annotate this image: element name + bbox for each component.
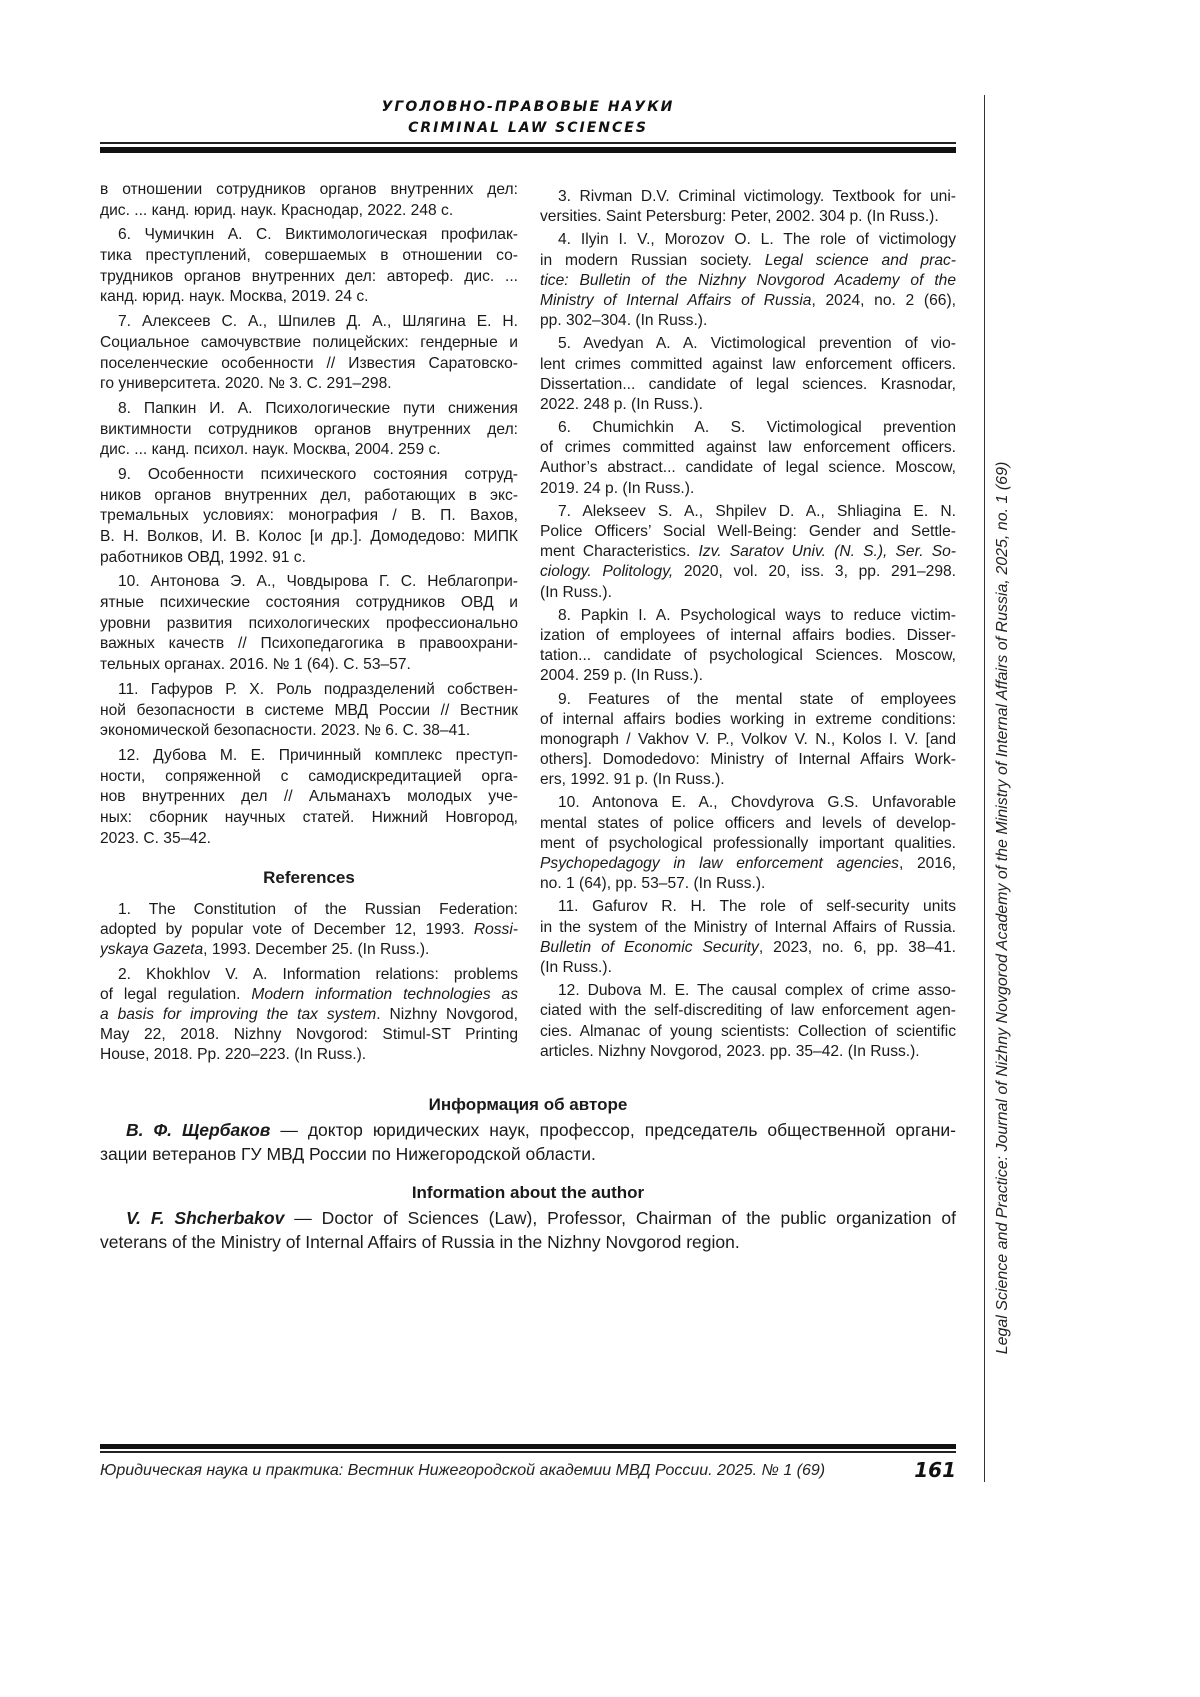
text-line: поселенческие особенности // Известия Саратовско- [100, 354, 518, 375]
text-line: канд. юрид. наук. Москва, 2019. 24 с. [100, 287, 518, 308]
text-line [100, 1118, 956, 1142]
text-line: monograph / Vakhov V. P., Volkov V. N., Kolos I. V. [and [540, 730, 956, 750]
footer-rule-thin [100, 1451, 956, 1453]
section-title-en: CRIMINAL LAW SCIENCES [100, 118, 956, 139]
text-line: 2023. С. 35–42. [100, 829, 518, 850]
italic-title: Izv. Saratov Univ. (N. S.), Ser. So- [698, 543, 956, 560]
running-header [100, 97, 956, 139]
text-line [100, 940, 518, 960]
text-line: тельных органах. 2016. № 1 (64). С. 53–57. [100, 655, 518, 676]
text-segment: of legal regulation. [100, 986, 251, 1003]
text-line: тика преступлений, совершаемых в отношении со- [100, 246, 518, 267]
italic-title: a basis for improving the tax system [100, 1006, 376, 1023]
text-line: ности, сопряженной с самодискредитацией орга- [100, 767, 518, 788]
text-line: в отношении сотрудников органов внутренних дел: [100, 180, 518, 201]
text-line: тремальных условиях: монография / В. П. Вахов, [100, 506, 518, 527]
text-line: экономической безопасности. 2023. № 6. С. 38–41. [100, 721, 518, 742]
footer-journal-title: Юридическая наука и практика: Вестник Нижегородской академии МВД России. 2025. № 1 (69) [100, 1462, 825, 1479]
text-line [100, 920, 518, 940]
text-line [100, 1005, 518, 1025]
text-line: no. 1 (64), pp. 53–57. (In Russ.). [540, 874, 956, 894]
text-line: tation... candidate of psychological Sciences. Moscow, [540, 646, 956, 666]
reference-entry [540, 606, 956, 687]
page-number: 161 [914, 1458, 956, 1482]
text-line: дис. ... канд. психол. наук. Москва, 2004. 259 с. [100, 440, 518, 461]
text-line: 8. Papkin I. A. Psychological ways to reduce victim- [540, 606, 956, 626]
text-segment: . Nizhny Novgorod, [376, 1006, 518, 1023]
text-line: ization of employees of internal affairs bodies. Disser- [540, 626, 956, 646]
header-rule-thick [100, 147, 956, 153]
italic-title: Modern information technologies as [251, 986, 518, 1003]
author-info-heading-ru: Информация об авторе [100, 1092, 956, 1118]
italic-title: Ministry of Internal Affairs of Russia [540, 292, 811, 309]
left-column [100, 180, 518, 1070]
text-line: работников ОВД, 1992. 91 с. [100, 548, 518, 569]
italic-title: Legal science and prac- [765, 252, 956, 269]
header-rule-thin [100, 142, 956, 144]
reference-entry [540, 897, 956, 978]
text-line: ers, 1992. 91 p. (In Russ.). [540, 770, 956, 790]
text-line: 6. Chumichkin A. S. Victimological prevention [540, 418, 956, 438]
text-line: 10. Antonova E. A., Chovdyrova G.S. Unfavorable [540, 793, 956, 813]
text-line: ment of psychological professionally important qualities. [540, 834, 956, 854]
references-list-continued [540, 187, 956, 1062]
text-line [100, 1206, 956, 1230]
reference-entry [100, 680, 518, 742]
text-line: others]. Domodedovo: Ministry of Internal Affairs Work- [540, 750, 956, 770]
italic-title: tice: Bulletin of the Nizhny Novgorod Academy of the [540, 272, 956, 289]
text-line: 10. Антонова Э. А., Човдырова Г. С. Неблагопри- [100, 572, 518, 593]
text-segment: , 2023, no. 6, pp. 38–41. [759, 939, 956, 956]
text-line: дис. ... канд. юрид. наук. Краснодар, 2022. 248 с. [100, 201, 518, 222]
text-line: House, 2018. Pp. 220–223. (In Russ.). [100, 1045, 518, 1065]
reference-entry [540, 690, 956, 791]
text-segment: , 1993. December 25. (In Russ.). [203, 941, 429, 958]
reference-entry [100, 225, 518, 308]
margin-rule [984, 95, 985, 1482]
reference-entry [100, 746, 518, 849]
text-line: 6. Чумичкин А. С. Виктимологическая профилак- [100, 225, 518, 246]
text-segment: 2020, vol. 20, iss. 3, pp. 291–298. [673, 563, 956, 580]
reference-entry [100, 465, 518, 568]
text-line: трудников органов внутренних дел: автореф. дис. ... [100, 267, 518, 288]
text-line: May 22, 2018. Nizhny Novgorod: Stimul-ST Printing [100, 1025, 518, 1045]
references-list [100, 900, 518, 1065]
text-line: уровни развития психологических профессионально [100, 614, 518, 635]
text-line: veterans of the Ministry of Internal Affairs of Russia in the Nizhny Novgorod region. [100, 1230, 956, 1254]
text-line: Author’s abstract... candidate of legal science. Moscow, [540, 458, 956, 478]
reference-entry [540, 793, 956, 894]
text-line: ников органов внутренних дел, работающих в экс- [100, 486, 518, 507]
text-line: 11. Gafurov R. H. The role of self-security units [540, 897, 956, 917]
text-line: 12. Dubova M. E. The causal complex of crime asso- [540, 981, 956, 1001]
text-line [540, 562, 956, 582]
text-segment: , 2024, no. 2 (66), [811, 292, 956, 309]
text-line: нов внутренних дел // Альманахъ молодых уче- [100, 787, 518, 808]
right-column [540, 187, 956, 1065]
section-title-ru: УГОЛОВНО-ПРАВОВЫЕ НАУКИ [100, 97, 956, 118]
text-line: ных: сборник научных статей. Нижний Новгород, [100, 808, 518, 829]
text-line: 2019. 24 p. (In Russ.). [540, 479, 956, 499]
reference-entry [100, 572, 518, 675]
reference-entry [540, 418, 956, 499]
text-segment: , 2016, [899, 855, 956, 872]
references-heading: References [100, 868, 518, 888]
text-line: of internal affairs bodies working in extreme conditions: [540, 710, 956, 730]
text-line: 9. Features of the mental state of employees [540, 690, 956, 710]
text-line: зации ветеранов ГУ МВД России по Нижегородской области. [100, 1142, 956, 1166]
author-info-heading-en: Information about the author [100, 1180, 956, 1206]
reference-entry [100, 399, 518, 461]
text-line: versities. Saint Petersburg: Peter, 2002. 304 p. (In Russ.). [540, 207, 956, 227]
text-line: 9. Особенности психического состояния сотруд- [100, 465, 518, 486]
text-line: 2022. 248 p. (In Russ.). [540, 395, 956, 415]
text-line: важных качеств // Психопедагогика в правоохрани- [100, 634, 518, 655]
reference-entry [100, 965, 518, 1065]
text-segment: adopted by popular vote of December 12, 1993. [100, 921, 474, 938]
italic-title: Bulletin of Economic Security [540, 939, 759, 956]
author-info-en [100, 1206, 956, 1254]
text-line: ной безопасности в системе МВД России // Вестник [100, 701, 518, 722]
text-line: 5. Avedyan A. A. Victimological prevention of vio- [540, 334, 956, 354]
text-line: pp. 302–304. (In Russ.). [540, 311, 956, 331]
text-line: articles. Nizhny Novgorod, 2023. pp. 35–42. (In Russ.). [540, 1042, 956, 1062]
italic-title: Psychopedagogy in law enforcement agencies [540, 855, 899, 872]
text-line: 4. Ilyin I. V., Morozov O. L. The role of victimology [540, 230, 956, 250]
reference-entry [540, 502, 956, 603]
text-line: (In Russ.). [540, 583, 956, 603]
reference-entry [100, 1118, 956, 1166]
reference-entry [540, 187, 956, 227]
text-line: 2004. 259 p. (In Russ.). [540, 666, 956, 686]
reference-entry [540, 334, 956, 415]
side-running-title: Legal Science and Practice: Journal of Nizhny Novgorod Academy of the Ministry of Internal Affairs of Russia, 2025, no. 1 (69) [994, 462, 1012, 1355]
text-line: lent crimes committed against law enforcement officers. [540, 355, 956, 375]
text-line: 7. Алексеев С. А., Шпилев Д. А., Шлягина Е. Н. [100, 312, 518, 333]
text-line: 12. Дубова М. Е. Причинный комплекс преступ- [100, 746, 518, 767]
text-line: of crimes committed against law enforcement officers. [540, 438, 956, 458]
text-segment: — доктор юридических наук, профессор, председатель общественной органи- [270, 1120, 956, 1140]
text-line: 7. Alekseev S. A., Shpilev D. A., Shliagina E. N. [540, 502, 956, 522]
text-line [540, 251, 956, 271]
text-segment: in modern Russian society. [540, 252, 765, 269]
text-line: (In Russ.). [540, 958, 956, 978]
author-info-ru [100, 1118, 956, 1166]
text-line: ciated with the self-discrediting of law enforcement agen- [540, 1001, 956, 1021]
reference-entry [100, 180, 518, 221]
reference-entry [540, 981, 956, 1062]
text-line: cies. Almanac of young scientists: Collection of scientific [540, 1022, 956, 1042]
italic-title: Rossi- [474, 921, 518, 938]
text-line [540, 854, 956, 874]
author-name: В. Ф. Щербаков [126, 1120, 270, 1140]
text-line [540, 291, 956, 311]
text-line: ятные психические состояния сотрудников ОВД и [100, 593, 518, 614]
italic-title: yskaya Gazeta [100, 941, 203, 958]
text-line: виктимности сотрудников органов внутренних дел: [100, 420, 518, 441]
text-line: mental states of police officers and levels of develop- [540, 814, 956, 834]
text-segment: ment Characteristics. [540, 543, 698, 560]
text-line: in the system of the Ministry of Internal Affairs of Russia. [540, 918, 956, 938]
text-line: Dissertation... candidate of legal sciences. Krasnodar, [540, 375, 956, 395]
text-line: 8. Папкин И. А. Психологические пути снижения [100, 399, 518, 420]
text-line: 2. Khokhlov V. A. Information relations: problems [100, 965, 518, 985]
text-line: Police Officers’ Social Well-Being: Gender and Settle- [540, 522, 956, 542]
text-line [100, 985, 518, 1005]
text-line: Социальное самочувствие полицейских: гендерные и [100, 333, 518, 354]
reference-entry [100, 900, 518, 960]
reference-entry [100, 1206, 956, 1254]
text-line [540, 938, 956, 958]
text-line: 1. The Constitution of the Russian Federation: [100, 900, 518, 920]
text-line: го университета. 2020. № 3. С. 291–298. [100, 374, 518, 395]
reference-entry [100, 312, 518, 395]
page-footer [100, 1462, 956, 1480]
text-line [540, 271, 956, 291]
bibliography-ru [100, 180, 518, 849]
author-info [100, 1092, 956, 1268]
reference-entry [540, 230, 956, 331]
text-line: 3. Rivman D.V. Criminal victimology. Textbook for uni- [540, 187, 956, 207]
text-line: В. Н. Волков, И. В. Колос [и др.]. Домодедово: МИПК [100, 527, 518, 548]
italic-title: ciology. Politology, [540, 563, 673, 580]
text-line [540, 542, 956, 562]
footer-rule-thick [100, 1444, 956, 1449]
text-segment: — Doctor of Sciences (Law), Professor, Chairman of the public organization of [284, 1208, 956, 1228]
text-line: 11. Гафуров Р. Х. Роль подразделений собствен- [100, 680, 518, 701]
author-name: V. F. Shcherbakov [126, 1208, 284, 1228]
